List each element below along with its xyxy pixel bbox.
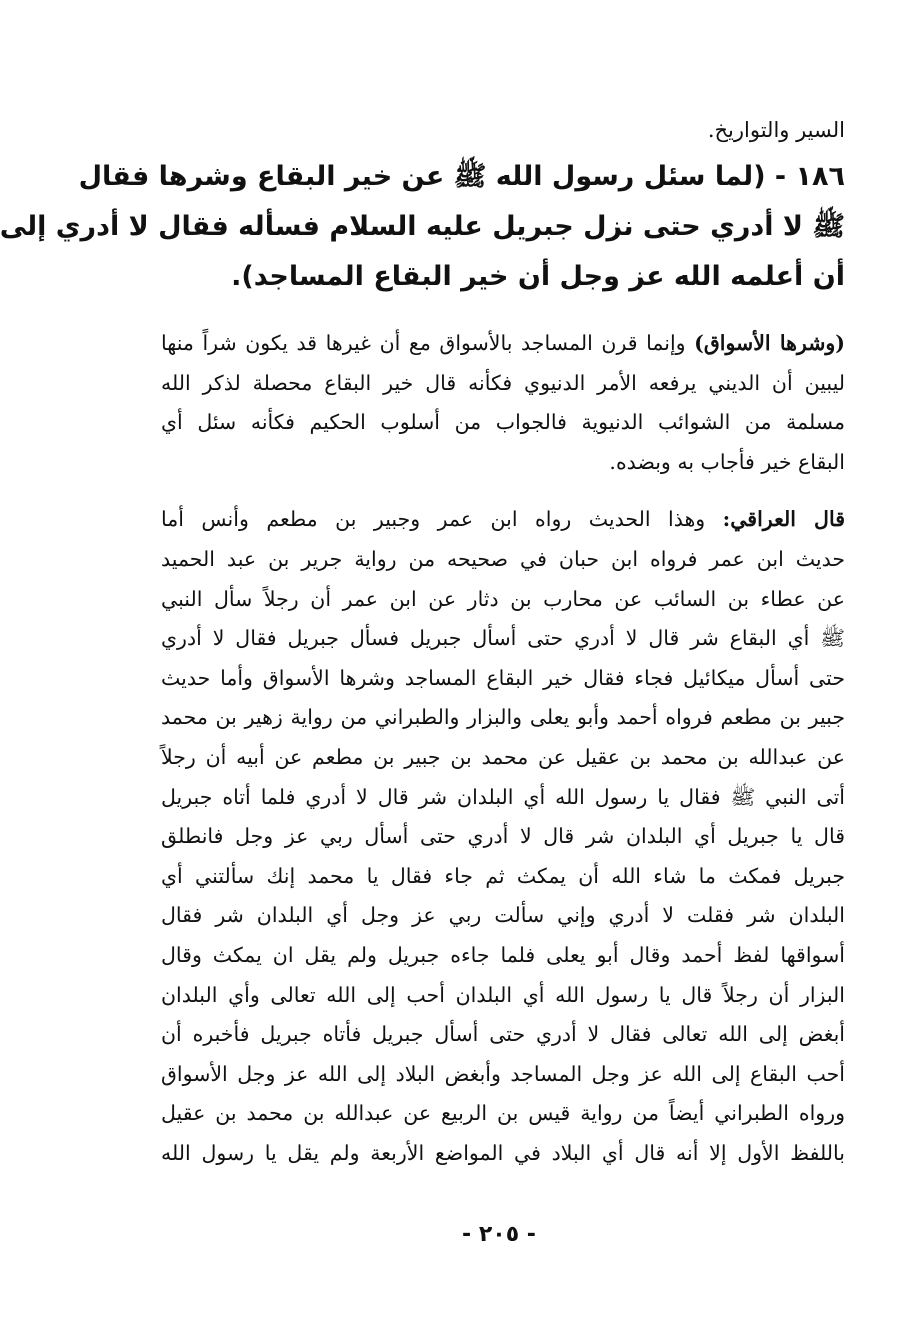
- paragraph-text: وإنما قرن المساجد بالأسواق مع أن غيرها قد يكون شراً منها: [161, 331, 695, 355]
- paragraph-line: البزار أن رجلاً قال يا رسول الله أي البلدان أحب إلى الله تعالى وأي البلدان: [161, 982, 845, 1007]
- paragraph-line: أتى النبي ﷺ فقال يا رسول الله أي البلدان شر قال لا أدري فلما أتاه جبريل: [161, 784, 845, 809]
- paragraph-line: ﷺ أي البقاع شر قال لا أدري حتى أسأل جبريل فسأل جبريل فقال لا أدري: [161, 626, 845, 651]
- paragraph-line: مسلمة من الشوائب الدنيوية فالجواب من أسلوب الحكيم فكأنه سئل أي: [161, 410, 845, 435]
- hadith-line: ﷺ لا أدري حتى نزل جبريل عليه السلام فسأله فقال لا أدري إلى: [0, 211, 845, 242]
- paragraph-line: البلدان شر فقلت لا أدري وإني سألت ربي عز وجل أي البلدان شر فقال: [161, 903, 845, 928]
- paragraph-line: أسواقها لفظ أحمد وقال أبو يعلى فلما جاءه جبريل ولم يقل ان يمكث وقال: [161, 942, 845, 967]
- paragraph-line: أبغض إلى الله تعالى فقال لا أدري حتى أسأل جبريل فأتاه جبريل فأخبره أن: [161, 1022, 845, 1047]
- page-number: - ٢٠٥ -: [462, 1222, 536, 1247]
- paragraph-line: عن عطاء بن السائب عن محارب بن دثار عن ابن عمر أن رجلاً سأل النبي: [161, 586, 845, 611]
- explanation-paragraph: [161, 324, 845, 482]
- paragraph-line: حتى أسأل ميكائيل فجاء فقال خير البقاع المساجد وشرها الأسواق وأما حديث: [161, 665, 845, 690]
- iraqi-heading: قال العراقي:: [722, 507, 845, 532]
- paragraph-line: أحب البقاع إلى الله عز وجل المساجد وأبغض البلاد إلى الله عز وجل الأسواق: [161, 1061, 845, 1086]
- hadith-block: [0, 152, 845, 302]
- paragraph-line: [161, 324, 845, 364]
- paragraph-line: قال يا جبريل أي البلدان شر قال لا أدري حتى أسأل ربي عز وجل فانطلق: [161, 824, 845, 849]
- paragraph-line: حديث ابن عمر فرواه ابن حبان في صحيحه من رواية جرير بن عبد الحميد: [161, 546, 845, 571]
- book-page: [0, 112, 845, 1315]
- hadith-line: ١٨٦ - (لما سئل رسول الله ﷺ عن خير البقاع وشرها فقال: [78, 161, 845, 192]
- paragraph-line: جبريل فمكث ما شاء الله أن يمكث ثم جاء فقال يا محمد إنك سألتني أي: [161, 863, 845, 888]
- paragraph-line: [161, 500, 845, 540]
- paragraph-line: جبير بن مطعم فرواه أحمد وأبو يعلى والبزار والطبراني من رواية زهير بن محمد: [161, 705, 845, 730]
- paragraph-line: باللفظ الأول إلا أنه قال أي البلاد في المواضع الأربعة ولم يقل يا رسول الله: [161, 1140, 845, 1165]
- paragraph-line: عن عبدالله بن محمد بن عقيل عن محمد بن جبير بن مطعم عن أبيه أن رجلاً: [161, 744, 845, 769]
- paragraph-line: ليبين أن الديني يرفعه الأمر الدنيوي فكأنه قال خير البقاع محصلة لذكر الله: [161, 370, 845, 395]
- iraqi-paragraph: [161, 500, 845, 1173]
- paragraph-text: وهذا الحديث رواه ابن عمر وجبير بن مطعم وأنس أما: [161, 507, 723, 532]
- explanation-heading: (وشرها الأسواق): [694, 331, 845, 355]
- paragraph-line: ورواه الطبراني أيضاً من رواية قيس بن الربيع عن عبدالله بن محمد بن عقيل: [161, 1101, 845, 1126]
- intro-line: السير والتواريخ.: [707, 118, 845, 142]
- paragraph-line: البقاع خير فأجاب به وبضده.: [609, 449, 845, 474]
- hadith-line: أن أعلمه الله عز وجل أن خير البقاع المساجد).: [231, 261, 845, 292]
